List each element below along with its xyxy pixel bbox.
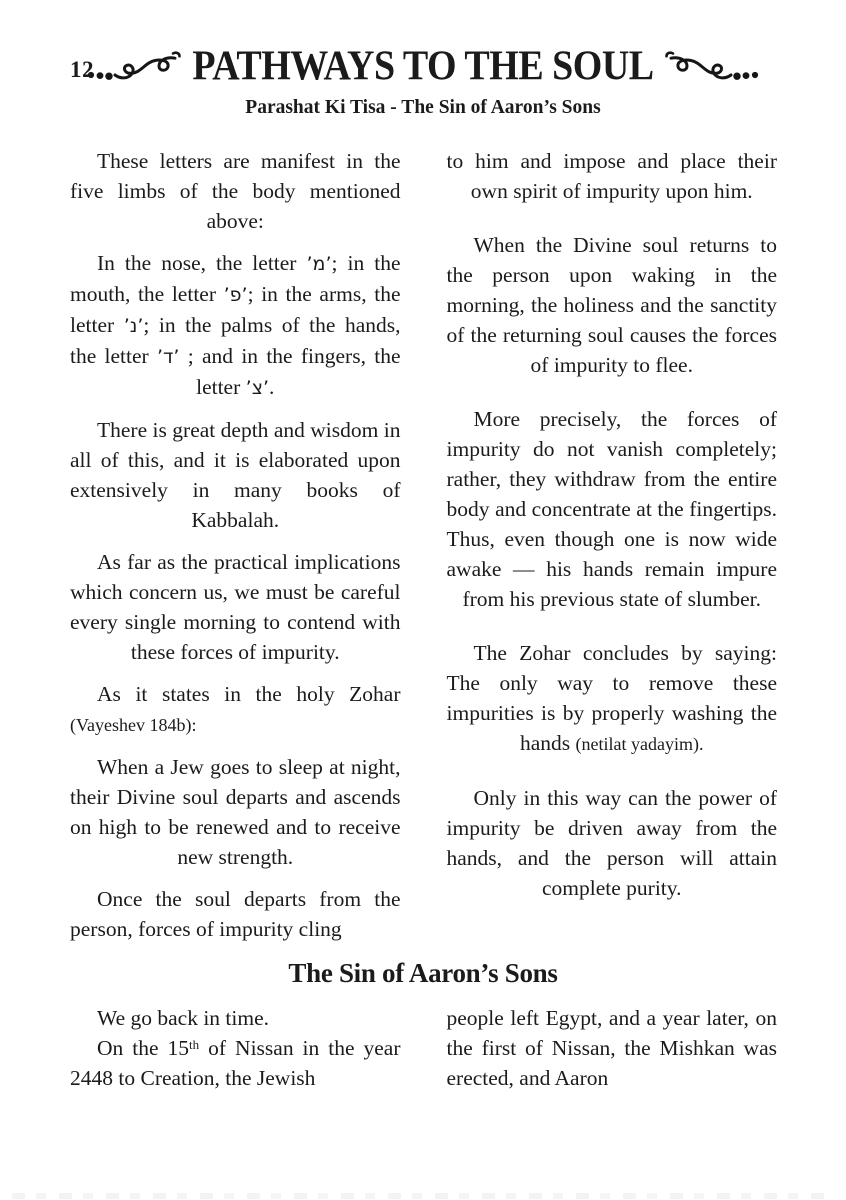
text-run: of Nissan in the year 2448 to Creation, the Jewish	[70, 1036, 401, 1090]
ordinal-superscript: th	[189, 1037, 200, 1052]
page-number: 12	[70, 57, 94, 82]
text-run: ; in the mouth, the letter	[70, 251, 401, 306]
flourish-right-icon	[661, 48, 761, 86]
paragraph: to him and impose and place their own spirit of impurity upon him.	[446, 149, 777, 203]
section-heading: The Sin of Aaron’s Sons	[288, 958, 558, 988]
paragraph: More precisely, the forces of impurity do not vanish completely; rather, they withdraw from the entire body and concentrate at the fingertips. Thus, even though one is now wide awake — his hands remain impure from his previous state of slumber.	[446, 407, 777, 611]
paragraph: When a Jew goes to sleep at night, their Divine soul departs and ascends on high to be renewed and to receive new strength.	[70, 755, 401, 869]
paragraph-with-term	[447, 638, 778, 759]
paragraph-with-date	[70, 1033, 401, 1093]
text-run: In the nose, the letter	[97, 251, 307, 275]
section-left-column	[70, 1003, 401, 1093]
paragraph: These letters are manifest in the five limbs of the body mentioned above:	[70, 149, 401, 233]
text-run: ; and in the fingers, the letter	[179, 344, 401, 399]
paragraph-with-citation	[70, 679, 401, 740]
text-run: .	[269, 375, 275, 399]
hebrew-letter-pe: ’פ’	[223, 284, 248, 306]
right-column	[447, 146, 778, 956]
page-header	[0, 0, 846, 119]
scan-artifact	[12, 1193, 834, 1199]
title-row	[0, 44, 846, 90]
text-run: As it states in the holy Zohar	[97, 682, 401, 706]
text-run: The Zohar concludes by saying: The only way to remove these impurities is by properly washing the hands	[446, 641, 777, 755]
hebrew-letter-dalet: ’ד’	[157, 346, 180, 368]
body-columns	[0, 146, 846, 956]
paragraph: Once the soul departs from the person, forces of impurity cling	[70, 887, 401, 941]
hebrew-letter-mem: ’מ’	[306, 253, 332, 275]
text-run: On the 15	[97, 1036, 190, 1060]
paragraph: As far as the practical implications which concern us, we must be careful every single morning to contend with these forces of impurity.	[70, 550, 401, 664]
text-run: ; in the arms, the letter	[70, 282, 401, 337]
paragraph: Only in this way can the power of impurity be driven away from the hands, and the person will attain complete purity.	[446, 786, 777, 900]
paragraph: When the Divine soul returns to the person upon waking in the morning, the holiness and the sanctity of the returning soul causes the forces of impurity to flee.	[446, 233, 777, 377]
hebrew-term: (netilat yadayim).	[575, 734, 704, 754]
hebrew-letter-nun: ’נ’	[123, 315, 144, 337]
chapter-subtitle: Parashat Ki Tisa - The Sin of Aaron’s Sons	[245, 97, 601, 118]
book-title: PATHWAYS TO THE SOUL	[192, 43, 654, 90]
paragraph: There is great depth and wisdom in all of this, and it is elaborated upon extensively in many books of Kabbalah.	[70, 418, 401, 532]
hebrew-letter-tsadi: ’צ’	[245, 377, 270, 399]
paragraph-with-hebrew	[70, 248, 401, 403]
source-citation: (Vayeshev 184b):	[70, 715, 197, 735]
paragraph: We go back in time.	[97, 1006, 270, 1030]
text-run: ; in the palms of the hands, the letter	[70, 313, 401, 368]
section-right-column	[447, 1003, 778, 1093]
left-column	[70, 146, 401, 956]
section-columns	[0, 1003, 846, 1093]
paragraph: people left Egypt, and a year later, on the first of Nissan, the Mishkan was erected, and Aaron	[446, 1006, 777, 1090]
flourish-left-icon	[85, 48, 185, 86]
